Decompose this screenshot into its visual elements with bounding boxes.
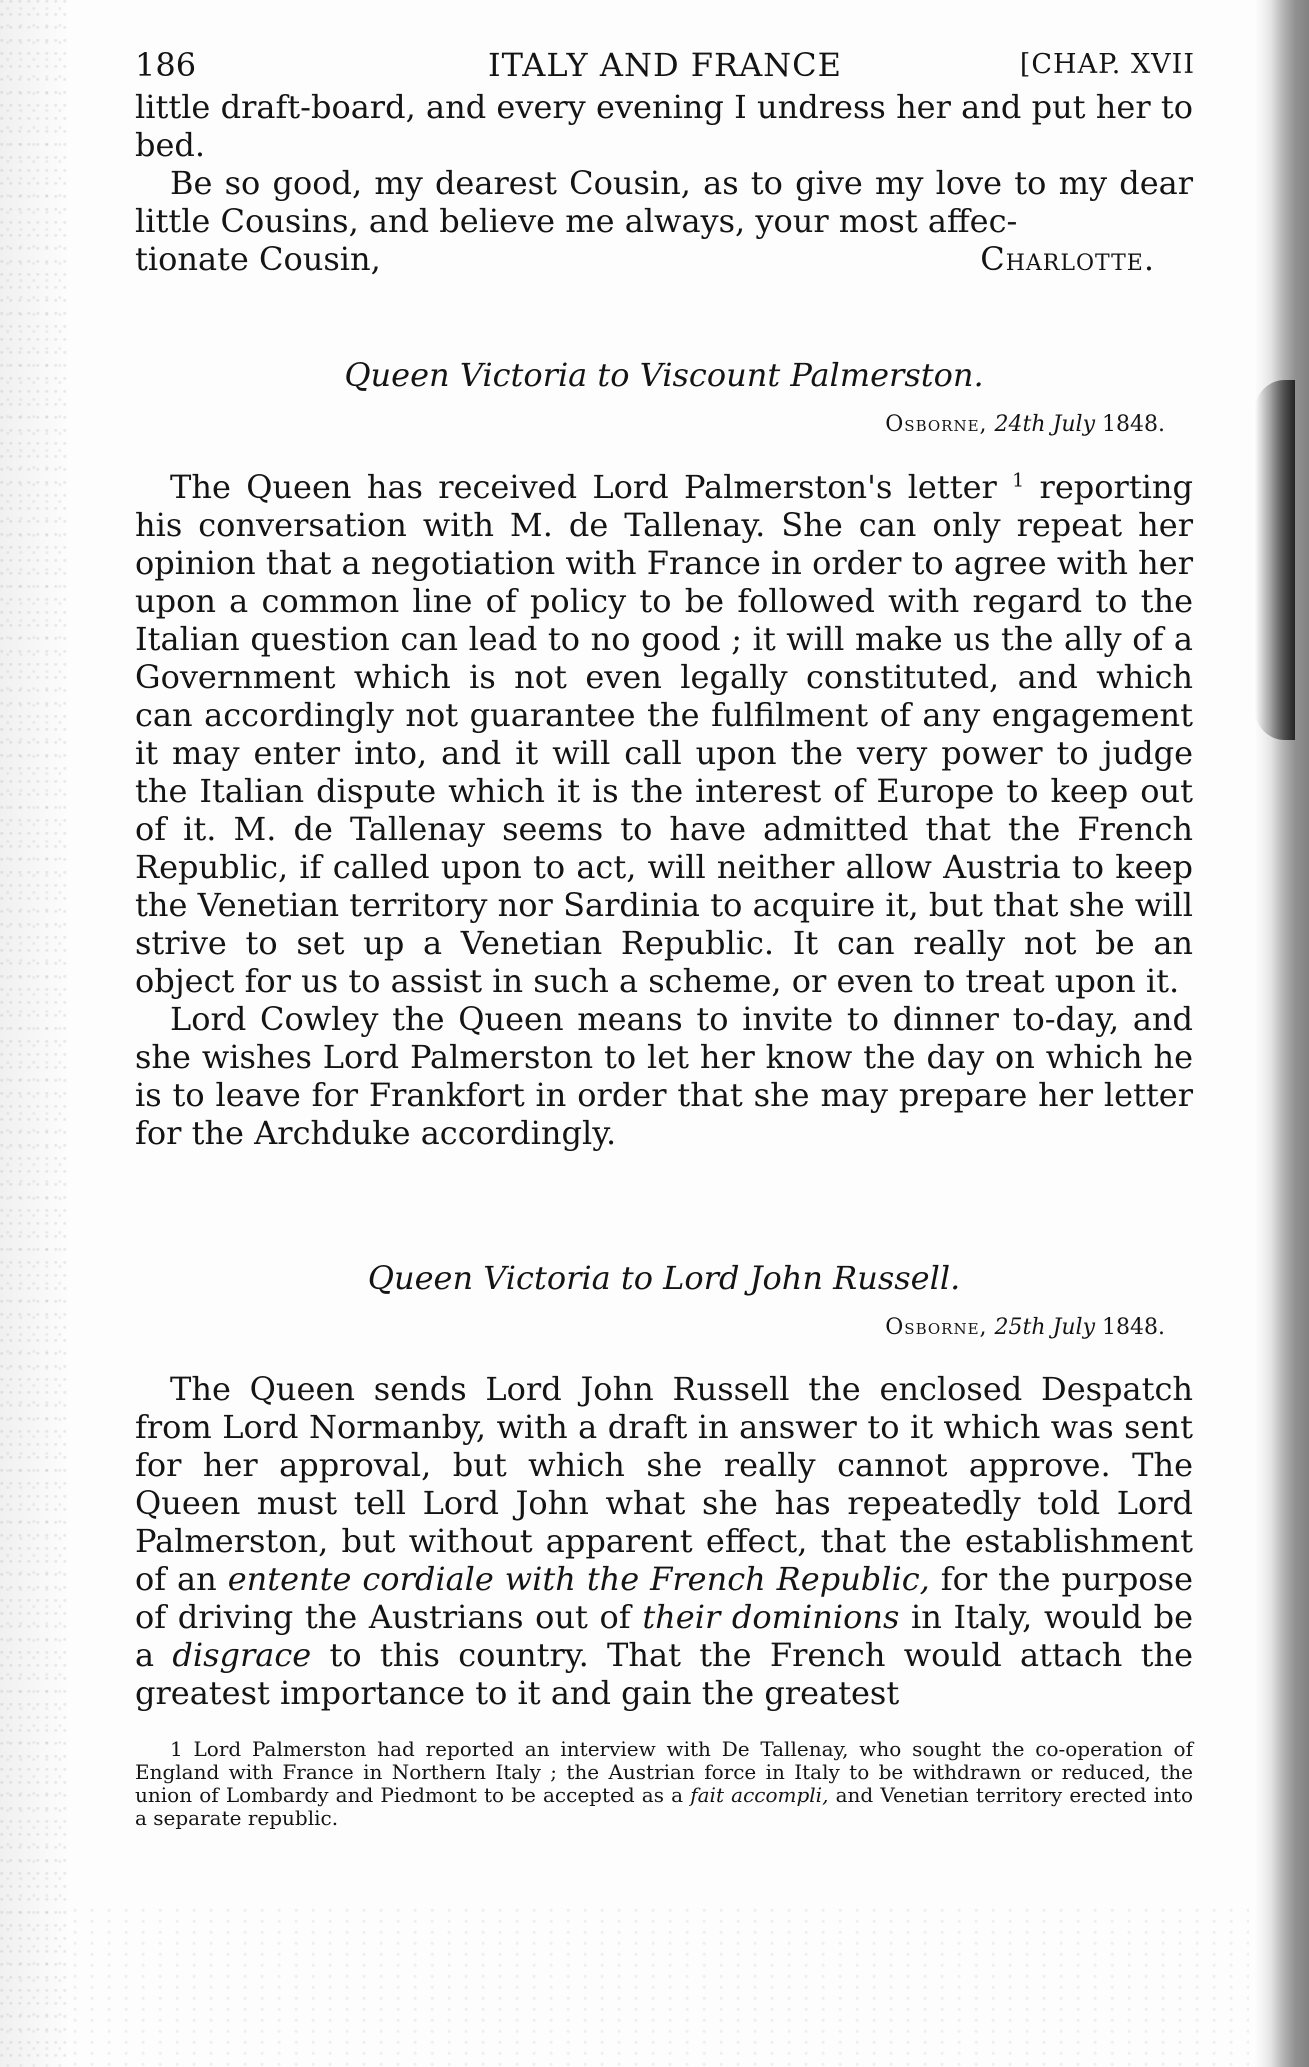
previous-letter-ending bbox=[135, 88, 1193, 278]
footnote-number: 1 bbox=[170, 1737, 183, 1761]
dateline-month: July bbox=[1052, 1315, 1096, 1340]
dateline bbox=[135, 410, 1165, 440]
paragraph bbox=[135, 1370, 1193, 1712]
letter-body bbox=[135, 468, 1193, 1152]
closing-text: tionate Cousin, bbox=[135, 240, 381, 278]
scan-edge-right bbox=[1253, 0, 1309, 2067]
paragraph: Be so good, my dearest Cousin, as to give my love to my dear little Cousins, and believe me always, your most affec- bbox=[135, 164, 1193, 240]
letter-heading: Queen Victoria to Viscount Palmerston. bbox=[344, 356, 984, 394]
text-run: for the purpose of driving the Austrians out of bbox=[135, 1560, 1194, 1636]
emphasis: fait accompli, bbox=[690, 1783, 829, 1807]
letter-body bbox=[135, 1370, 1193, 1712]
running-title: ITALY AND FRANCE bbox=[487, 46, 843, 84]
dateline-year: 1848. bbox=[1102, 412, 1165, 437]
text-run: reporting his conversation with M. de Tallenay. She can only repeat her opinion that a negotiation with France in order to agree with her upon a common line of policy to be followed with regard to the Italian question can lead to no good ; it will make us the ally of a Government which is not even legally constituted, and which can accordingly not guarantee the fulfilment of any engagement it may enter into, and it will call upon the very power to judge the Italian dispute which it is the interest of Europe to keep out of it. M. de Tallenay seems to have admitted that the French Republic, if called upon to act, will neither allow Austria to keep the Venetian territory nor Sardinia to acquire it, but that she will strive to set up a Venetian Republic. It can really not be an object for us to assist in such a scheme, or even to treat upon it. bbox=[135, 468, 1193, 1000]
dateline-place: Osborne, bbox=[885, 1315, 988, 1340]
text-run: and Venetian territory erected into a separate republic. bbox=[135, 1783, 1194, 1830]
page-number: 186 bbox=[135, 46, 197, 84]
paragraph: little draft-board, and every evening I undress her and put her to bed. bbox=[135, 88, 1193, 164]
text-run: to this country. That the French would attach the greatest importance to it and gain the greatest bbox=[135, 1636, 1194, 1712]
signature: Charlotte. bbox=[980, 240, 1155, 278]
binding-shadow bbox=[1255, 380, 1295, 740]
page-header bbox=[135, 40, 1195, 90]
emphasis: their dominions bbox=[642, 1598, 900, 1636]
emphasis: disgrace bbox=[172, 1636, 312, 1674]
scan-edge-left bbox=[0, 0, 70, 2067]
text-run: in Italy, would be a bbox=[135, 1598, 1194, 1674]
dateline-day: 24th bbox=[994, 412, 1046, 437]
chapter-reference: [CHAP. XVII bbox=[1019, 49, 1195, 80]
footnote-marker: 1 bbox=[1012, 469, 1025, 492]
text-run: The Queen sends Lord John Russell the enclosed Despatch from Lord Normanby, with a draft in answer to it which was sent for her approval, but which she really cannot approve. The Queen must tell Lord John what she has repeatedly told Lord Palmerston, but without apparent effect, that the establishment of an bbox=[135, 1370, 1193, 1598]
closing-line bbox=[135, 240, 1193, 278]
dateline-year: 1848. bbox=[1102, 1315, 1165, 1340]
dateline bbox=[135, 1313, 1165, 1343]
dateline-month: July bbox=[1052, 412, 1096, 437]
text-run: Lord Palmerston had reported an interview with De Tallenay, who sought the co-operation of England with France in Northern Italy ; the Austrian force in Italy to be withdrawn or reduced, the union of Lombardy and Piedmont to be accepted as a bbox=[135, 1737, 1193, 1807]
emphasis: entente cordiale with the French Republic, bbox=[227, 1560, 930, 1598]
letter-heading: Queen Victoria to Lord John Russell. bbox=[367, 1259, 961, 1297]
scan-speckle bbox=[70, 1907, 1249, 2067]
paragraph bbox=[135, 468, 1193, 1000]
paragraph: Lord Cowley the Queen means to invite to dinner to-day, and she wishes Lord Palmerston to let her know the day on which he is to leave for Frankfort in order that she may prepare her letter for the Archduke accordingly. bbox=[135, 1000, 1193, 1152]
text-run: The Queen has received Lord Palmerston's letter bbox=[170, 468, 997, 506]
dateline-place: Osborne, bbox=[885, 412, 988, 437]
footnote bbox=[135, 1738, 1193, 1830]
dateline-day: 25th bbox=[994, 1315, 1046, 1340]
